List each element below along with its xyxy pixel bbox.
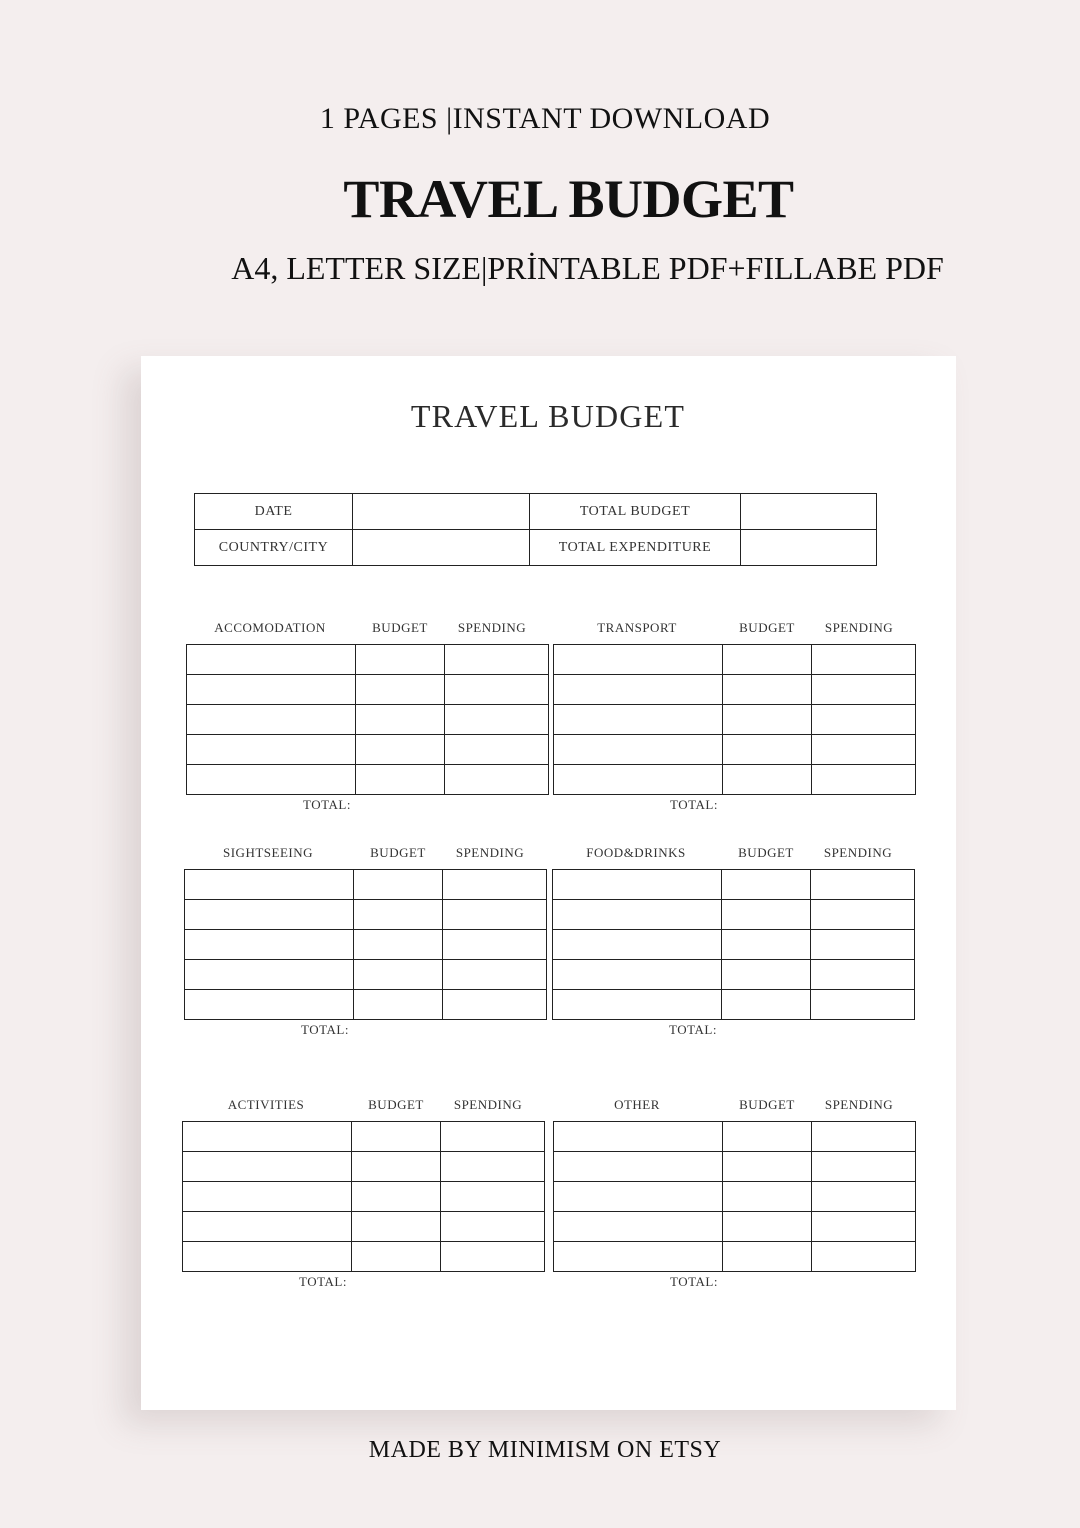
section-total bbox=[552, 1020, 914, 1038]
item-cell[interactable] bbox=[183, 1122, 352, 1152]
total-label: TOTAL: bbox=[669, 1022, 717, 1037]
budget-cell[interactable] bbox=[356, 675, 445, 705]
item-cell[interactable] bbox=[553, 930, 722, 960]
item-cell[interactable] bbox=[554, 675, 723, 705]
budget-cell[interactable] bbox=[723, 705, 812, 735]
budget-cell[interactable] bbox=[352, 1212, 441, 1242]
item-cell[interactable] bbox=[554, 645, 723, 675]
table-row bbox=[553, 900, 915, 930]
spending-cell[interactable] bbox=[443, 900, 547, 930]
section-name: SIGHTSEEING bbox=[223, 845, 313, 860]
table-row bbox=[554, 735, 916, 765]
budget-cell[interactable] bbox=[723, 765, 812, 795]
item-cell[interactable] bbox=[553, 870, 722, 900]
spending-column-label: SPENDING bbox=[824, 1097, 894, 1112]
total-label: TOTAL: bbox=[670, 1274, 718, 1289]
budget-cell[interactable] bbox=[354, 870, 443, 900]
item-cell[interactable] bbox=[553, 960, 722, 990]
spending-column-label: SPENDING bbox=[453, 1097, 523, 1112]
spending-cell[interactable] bbox=[812, 1122, 916, 1152]
table-row bbox=[554, 1122, 916, 1152]
table-row bbox=[554, 1182, 916, 1212]
budget-cell[interactable] bbox=[723, 1212, 812, 1242]
table-row bbox=[183, 1152, 545, 1182]
section-table bbox=[184, 869, 547, 1020]
country-city-label: COUNTRY/CITY bbox=[195, 530, 353, 566]
spending-column-label: SPENDING bbox=[824, 620, 894, 635]
budget-cell[interactable] bbox=[356, 765, 445, 795]
spending-cell[interactable] bbox=[443, 990, 547, 1020]
table-row bbox=[553, 960, 915, 990]
budget-cell[interactable] bbox=[356, 645, 445, 675]
item-cell[interactable] bbox=[553, 990, 722, 1020]
budget-cell[interactable] bbox=[722, 900, 811, 930]
spending-cell[interactable] bbox=[812, 1152, 916, 1182]
section-header-row bbox=[553, 620, 915, 640]
spending-cell[interactable] bbox=[811, 900, 915, 930]
spending-cell[interactable] bbox=[812, 1182, 916, 1212]
item-cell[interactable] bbox=[183, 1152, 352, 1182]
table-row bbox=[183, 1212, 545, 1242]
item-cell[interactable] bbox=[554, 705, 723, 735]
table-row bbox=[554, 675, 916, 705]
section-name: TRANSPORT bbox=[597, 620, 677, 635]
table-row bbox=[553, 870, 915, 900]
budget-section bbox=[184, 845, 546, 1038]
spending-cell[interactable] bbox=[811, 930, 915, 960]
table-row bbox=[187, 735, 549, 765]
section-table bbox=[553, 1121, 916, 1272]
spending-cell[interactable] bbox=[812, 735, 916, 765]
spending-cell[interactable] bbox=[443, 930, 547, 960]
section-total bbox=[553, 1272, 915, 1290]
budget-cell[interactable] bbox=[723, 675, 812, 705]
table-row bbox=[185, 990, 547, 1020]
section-header-row bbox=[186, 620, 548, 640]
budget-cell[interactable] bbox=[354, 930, 443, 960]
spending-column-label: SPENDING bbox=[457, 620, 527, 635]
item-cell[interactable] bbox=[185, 870, 354, 900]
budget-cell[interactable] bbox=[722, 930, 811, 960]
budget-cell[interactable] bbox=[723, 1122, 812, 1152]
item-cell[interactable] bbox=[185, 930, 354, 960]
spending-cell[interactable] bbox=[441, 1122, 545, 1152]
table-row bbox=[183, 1122, 545, 1152]
spending-cell[interactable] bbox=[812, 675, 916, 705]
budget-section bbox=[182, 1097, 544, 1290]
item-cell[interactable] bbox=[187, 675, 356, 705]
item-cell[interactable] bbox=[187, 735, 356, 765]
item-cell[interactable] bbox=[185, 900, 354, 930]
spending-cell[interactable] bbox=[811, 960, 915, 990]
budget-column-label: BUDGET bbox=[370, 845, 426, 860]
table-row bbox=[183, 1242, 545, 1272]
section-name: OTHER bbox=[614, 1097, 660, 1112]
table-row bbox=[187, 765, 549, 795]
budget-cell[interactable] bbox=[722, 870, 811, 900]
spending-cell[interactable] bbox=[443, 960, 547, 990]
section-table bbox=[553, 644, 916, 795]
total-label: TOTAL: bbox=[301, 1022, 349, 1037]
table-row bbox=[554, 1212, 916, 1242]
spending-cell[interactable] bbox=[812, 1242, 916, 1272]
budget-column-label: BUDGET bbox=[739, 1097, 795, 1112]
table-row bbox=[554, 765, 916, 795]
instant-download-caption: 1 PAGES |INSTANT DOWNLOAD bbox=[319, 102, 771, 135]
trip-info-table bbox=[194, 493, 877, 566]
total-label: TOTAL: bbox=[670, 797, 718, 812]
date-label: DATE bbox=[195, 494, 353, 530]
table-row bbox=[187, 645, 549, 675]
budget-cell[interactable] bbox=[354, 960, 443, 990]
spending-cell[interactable] bbox=[441, 1152, 545, 1182]
spending-cell[interactable] bbox=[811, 990, 915, 1020]
budget-cell[interactable] bbox=[352, 1152, 441, 1182]
table-row bbox=[185, 960, 547, 990]
section-header-row bbox=[184, 845, 546, 865]
table-row bbox=[185, 930, 547, 960]
total-expenditure-field[interactable] bbox=[741, 530, 877, 566]
table-row bbox=[553, 930, 915, 960]
total-expenditure-label: TOTAL EXPENDITURE bbox=[530, 530, 741, 566]
budget-cell[interactable] bbox=[354, 900, 443, 930]
budget-cell[interactable] bbox=[352, 1242, 441, 1272]
budget-section bbox=[553, 620, 915, 813]
spending-cell[interactable] bbox=[443, 870, 547, 900]
item-cell[interactable] bbox=[554, 1242, 723, 1272]
budget-cell[interactable] bbox=[723, 1152, 812, 1182]
item-cell[interactable] bbox=[554, 1152, 723, 1182]
budget-section bbox=[186, 620, 548, 813]
table-row bbox=[553, 990, 915, 1020]
table-row bbox=[185, 870, 547, 900]
spending-cell[interactable] bbox=[812, 1212, 916, 1242]
section-header-row bbox=[552, 845, 914, 865]
spending-cell[interactable] bbox=[441, 1242, 545, 1272]
item-cell[interactable] bbox=[185, 960, 354, 990]
spending-cell[interactable] bbox=[441, 1212, 545, 1242]
budget-cell[interactable] bbox=[723, 735, 812, 765]
budget-column-label: BUDGET bbox=[738, 845, 794, 860]
section-table bbox=[182, 1121, 545, 1272]
section-name: ACTIVITIES bbox=[227, 1097, 305, 1112]
total-budget-label: TOTAL BUDGET bbox=[530, 494, 741, 530]
spending-column-label: SPENDING bbox=[455, 845, 525, 860]
budget-cell[interactable] bbox=[722, 990, 811, 1020]
spending-cell[interactable] bbox=[445, 735, 549, 765]
table-row bbox=[554, 1152, 916, 1182]
total-label: TOTAL: bbox=[299, 1274, 347, 1289]
spending-cell[interactable] bbox=[441, 1182, 545, 1212]
budget-cell[interactable] bbox=[356, 735, 445, 765]
banner-title: TRAVEL BUDGET bbox=[343, 169, 794, 229]
item-cell[interactable] bbox=[185, 990, 354, 1020]
table-row bbox=[554, 1242, 916, 1272]
spending-cell[interactable] bbox=[445, 645, 549, 675]
budget-cell[interactable] bbox=[352, 1122, 441, 1152]
item-cell[interactable] bbox=[183, 1212, 352, 1242]
footer-credit: MADE BY MINIMISM ON ETSY bbox=[368, 1437, 722, 1463]
spending-cell[interactable] bbox=[445, 705, 549, 735]
spending-cell[interactable] bbox=[811, 870, 915, 900]
item-cell[interactable] bbox=[554, 1182, 723, 1212]
table-row bbox=[554, 705, 916, 735]
section-total bbox=[186, 795, 548, 813]
budget-cell[interactable] bbox=[352, 1182, 441, 1212]
section-total bbox=[182, 1272, 544, 1290]
spending-cell[interactable] bbox=[812, 645, 916, 675]
item-cell[interactable] bbox=[187, 645, 356, 675]
section-name: FOOD&DRINKS bbox=[586, 845, 686, 860]
total-label: TOTAL: bbox=[303, 797, 351, 812]
budget-cell[interactable] bbox=[722, 960, 811, 990]
date-field[interactable] bbox=[353, 494, 530, 530]
item-cell[interactable] bbox=[554, 1122, 723, 1152]
table-row bbox=[554, 645, 916, 675]
budget-column-label: BUDGET bbox=[372, 620, 428, 635]
budget-cell[interactable] bbox=[723, 1242, 812, 1272]
spending-cell[interactable] bbox=[445, 765, 549, 795]
item-cell[interactable] bbox=[553, 900, 722, 930]
budget-cell[interactable] bbox=[723, 1182, 812, 1212]
budget-column-label: BUDGET bbox=[739, 620, 795, 635]
section-table bbox=[186, 644, 549, 795]
item-cell[interactable] bbox=[554, 735, 723, 765]
country-city-field[interactable] bbox=[353, 530, 530, 566]
item-cell[interactable] bbox=[554, 1212, 723, 1242]
budget-section bbox=[552, 845, 914, 1038]
section-header-row bbox=[182, 1097, 544, 1117]
table-row bbox=[187, 705, 549, 735]
spending-cell[interactable] bbox=[445, 675, 549, 705]
item-cell[interactable] bbox=[187, 705, 356, 735]
item-cell[interactable] bbox=[183, 1182, 352, 1212]
section-total bbox=[184, 1020, 546, 1038]
budget-cell[interactable] bbox=[723, 645, 812, 675]
budget-column-label: BUDGET bbox=[368, 1097, 424, 1112]
section-header-row bbox=[553, 1097, 915, 1117]
item-cell[interactable] bbox=[554, 765, 723, 795]
size-format-caption: A4, LETTER SIZE|PRİNTABLE PDF+FILLABE PDF bbox=[231, 250, 944, 286]
table-row bbox=[185, 900, 547, 930]
total-budget-field[interactable] bbox=[741, 494, 877, 530]
section-table bbox=[552, 869, 915, 1020]
spending-cell[interactable] bbox=[812, 705, 916, 735]
section-name: ACCOMODATION bbox=[214, 620, 326, 635]
budget-cell[interactable] bbox=[356, 705, 445, 735]
budget-cell[interactable] bbox=[354, 990, 443, 1020]
section-total bbox=[553, 795, 915, 813]
item-cell[interactable] bbox=[187, 765, 356, 795]
table-row bbox=[187, 675, 549, 705]
spending-column-label: SPENDING bbox=[823, 845, 893, 860]
sheet-title: TRAVEL BUDGET bbox=[410, 398, 686, 434]
spending-cell[interactable] bbox=[812, 765, 916, 795]
table-row bbox=[183, 1182, 545, 1212]
budget-section bbox=[553, 1097, 915, 1290]
item-cell[interactable] bbox=[183, 1242, 352, 1272]
